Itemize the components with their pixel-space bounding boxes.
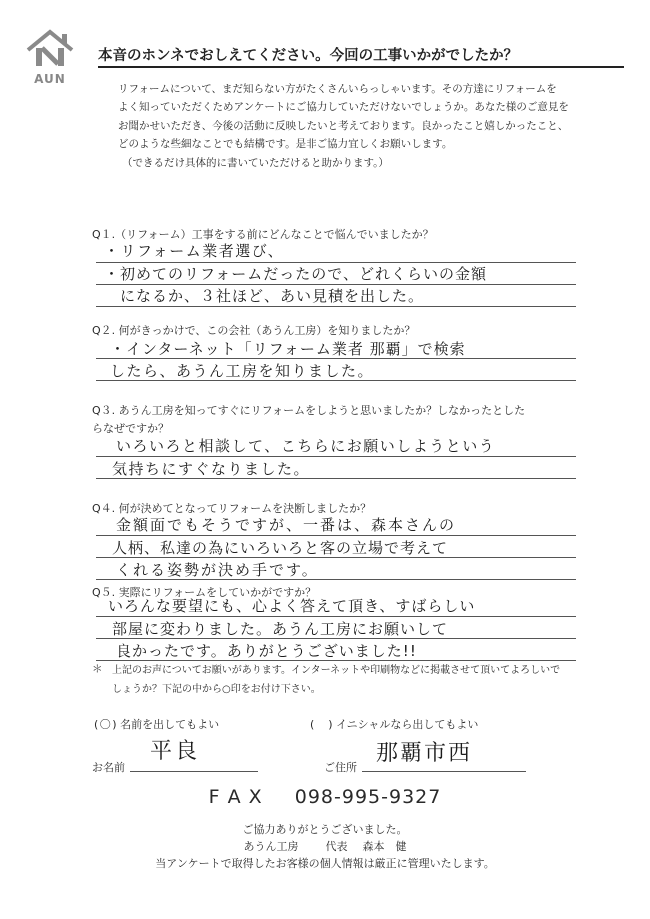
footer-company: あうん工房 xyxy=(243,840,299,853)
question-1-answer-line-2: ・初めてのリフォームだったので、どれくらいの金額 xyxy=(104,265,487,283)
company-logo xyxy=(22,28,78,90)
footer-company-line xyxy=(0,838,650,854)
question-4-label: Q４. 何が決めてとなってリフォームを決断しましたか？ xyxy=(92,502,372,515)
intro-line: よく知っていただくためアンケートにご協力していただけないでしょうか。あなた様のご意見を xyxy=(118,101,569,114)
footer-privacy: 当アンケートで取得したお客様の個人情報は厳正に管理いたします。 xyxy=(155,857,495,870)
name-label: お名前 xyxy=(92,761,125,774)
question-4-answer-line-2: 人柄、私達の為にいろいろと客の立場で考えて xyxy=(112,539,449,557)
notice-text-line-2: しょうか？下記の中から○印をお付け下さい。 xyxy=(112,684,321,695)
title-underline xyxy=(98,66,624,68)
footer-rep-name: 森本 健 xyxy=(362,840,407,853)
address-underline xyxy=(362,771,526,772)
name-underline xyxy=(130,771,258,772)
intro-text xyxy=(118,80,598,172)
notice-mark: ＊ xyxy=(92,663,103,675)
question-3-label: Q３. あうん工房を知ってすぐにリフォームをしようと思いましたか？しなかったとした xyxy=(92,404,526,417)
fax-info xyxy=(0,786,650,808)
question-4-answer-line-3: くれる姿勢が決め手です。 xyxy=(116,561,319,579)
footer-rep-title: 代表 xyxy=(325,840,348,853)
question-4-answer-line-1: 金額面でもそうですが、一番は、森本さんの xyxy=(116,516,457,534)
question-2-label: Q２. 何がきっかけで、この会社（あうん工房）を知りましたか？ xyxy=(92,324,416,337)
option-initials-ok[interactable]: ( ) イニシャルなら出してもよい xyxy=(310,718,479,731)
question-1-answer-line-3: になるか、３社ほど、あい見積を出した。 xyxy=(120,287,425,305)
house-logo-icon xyxy=(22,28,78,72)
question-5-label: Q５. 実際にリフォームをしていかがですか？ xyxy=(92,586,317,599)
fax-number: 098-995-9327 xyxy=(294,786,442,808)
option-circle-mark: 〇 xyxy=(99,718,111,731)
notice-text-line-1: 上記のお声についてお願いがあります。インターネットや印刷物などに掲載させて頂いてよろしいで xyxy=(112,665,561,676)
question-3-label-cont: らなぜですか？ xyxy=(92,422,169,435)
intro-line: お聞かせいただき、今後の活動に反映したいと考えております。良かったこと嬉しかったこと、 xyxy=(118,119,569,132)
intro-line: （できるだけ具体的に書いていただけると助かります。） xyxy=(122,156,389,169)
option-name-ok[interactable]: ( 〇 ) 名前を出してもよい xyxy=(94,718,220,731)
address-value: 那覇市西 xyxy=(376,741,473,766)
answer-line xyxy=(96,616,576,617)
answer-line xyxy=(96,456,576,457)
question-1-answer-line-1: ・リフォーム業者選び、 xyxy=(104,242,285,260)
logo-text: AUN xyxy=(34,72,66,86)
question-2-answer-line-1: ・インターネット「リフォーム業者 那覇」で検索 xyxy=(110,340,466,358)
intro-line: どのような些細なことでも結構です。是非ご協力宜しくお願いします。 xyxy=(118,138,453,151)
question-3-answer-line-2: 気持ちにすぐなりました。 xyxy=(112,460,311,478)
answer-line xyxy=(96,306,576,307)
answer-line xyxy=(96,535,576,536)
address-label: ご住所 xyxy=(324,761,357,774)
question-2-answer-line-2: したら、あうん工房を知りました。 xyxy=(110,362,375,380)
survey-title: 本音のホンネでおしえてください。今回の工事いかがでしたか？ xyxy=(98,48,519,64)
option-name-ok-label: 名前を出してもよい xyxy=(120,718,220,731)
option-initials-ok-label: イニシャルなら出してもよい xyxy=(336,718,479,731)
name-value: 平良 xyxy=(150,739,201,764)
footer-thanks: ご協力ありがとうございました。 xyxy=(242,823,408,836)
question-5-answer-line-3: 良かったです。ありがとうございました!! xyxy=(116,642,417,660)
intro-line: リフォームについて、まだ知らない方がたくさんいらっしゃいます。その方達にリフォームを xyxy=(118,83,557,95)
fax-label: F A X xyxy=(208,786,263,808)
question-3-answer-line-1: いろいろと相談して、こちらにお願いしようという xyxy=(116,437,496,455)
question-5-answer-line-2: 部屋に変わりました。あうん工房にお願いして xyxy=(112,620,449,638)
question-5-answer-line-1: いろんな要望にも、心よく答えて頂き、すばらしい xyxy=(108,597,476,615)
question-1-label: Q１.（リフォーム）工事をする前にどんなことで悩んでいましたか？ xyxy=(92,228,434,241)
